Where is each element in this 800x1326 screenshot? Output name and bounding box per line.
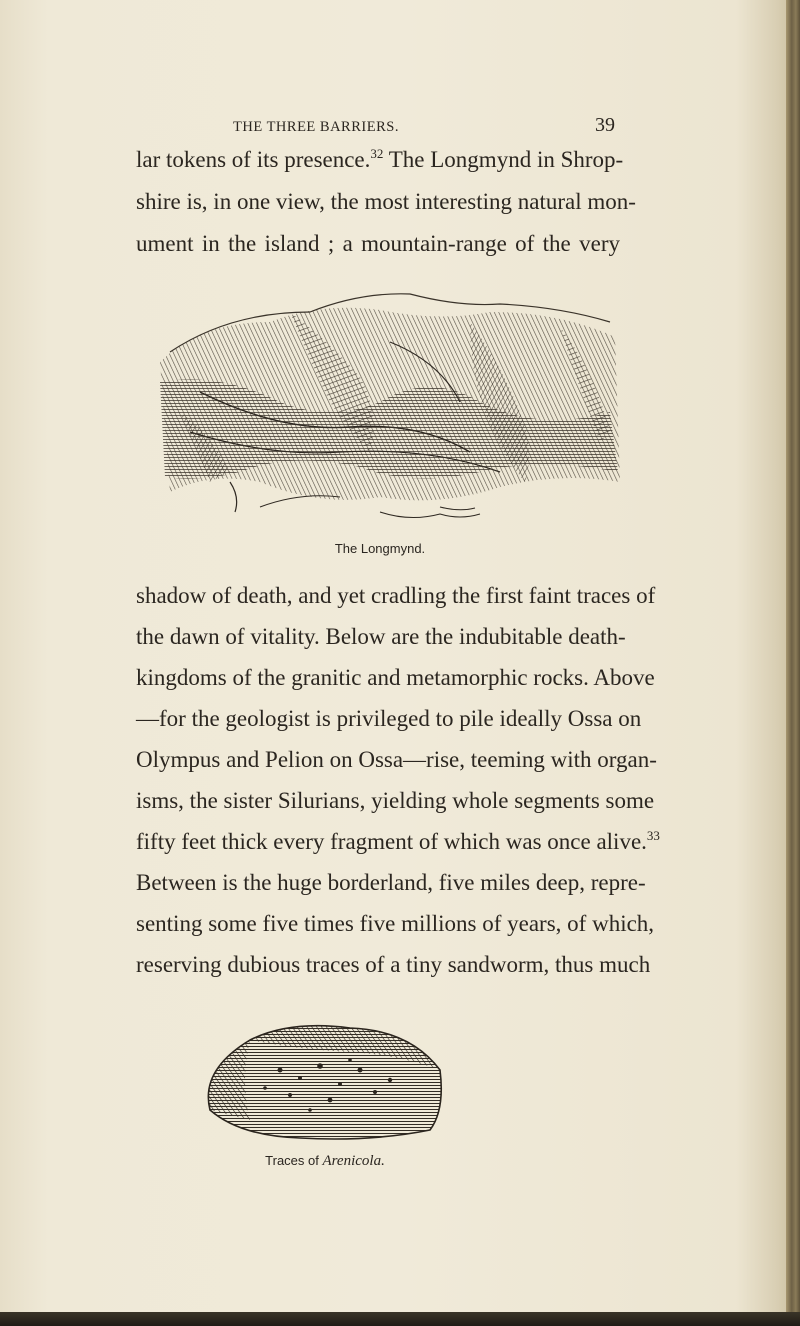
text-line: isms, the sister Silurians, yielding whole segments some [136,788,655,813]
text-line: Between is the huge borderland, five miles deep, repre- [136,870,646,895]
figure-caption-arenicola: Traces of Arenicola. [265,1153,385,1169]
text-line: ument in the island ; a mountain-range of the very [136,231,620,256]
text-line: lar tokens of its presence.$^{32}$ The Longmynd in Shrop- [136,146,624,172]
figure-caption-longmynd: The Longmynd. [334,541,426,556]
text-line: the dawn of vitality. Below are the indubitable death- [136,624,626,649]
text-line: fifty feet thick every fragment of which was once alive.$^{33}$ [136,828,660,854]
text-line: Olympus and Pelion on Ossa—rise, teeming with organ- [136,747,657,772]
book-binding-edge [786,0,800,1326]
text-line: —for the geologist is privileged to pile ideally Ossa on [136,706,642,731]
text-line: reserving dubious traces of a tiny sandworm, thus much [136,952,651,977]
text-line: shadow of death, and yet cradling the first faint traces of [136,583,656,608]
page-number: 39 [595,114,615,136]
text-line: kingdoms of the granitic and metamorphic rocks. Above [136,665,655,690]
text-line: shire is, in one view, the most interesting natural mon- [136,189,636,214]
longmynd-illustration [140,282,630,532]
page-bottom-edge [0,1312,800,1326]
arenicola-illustration [190,1000,450,1145]
running-head: THE THREE BARRIERS. [233,119,399,135]
text-line: senting some five times five millions of years, of which, [136,911,655,936]
